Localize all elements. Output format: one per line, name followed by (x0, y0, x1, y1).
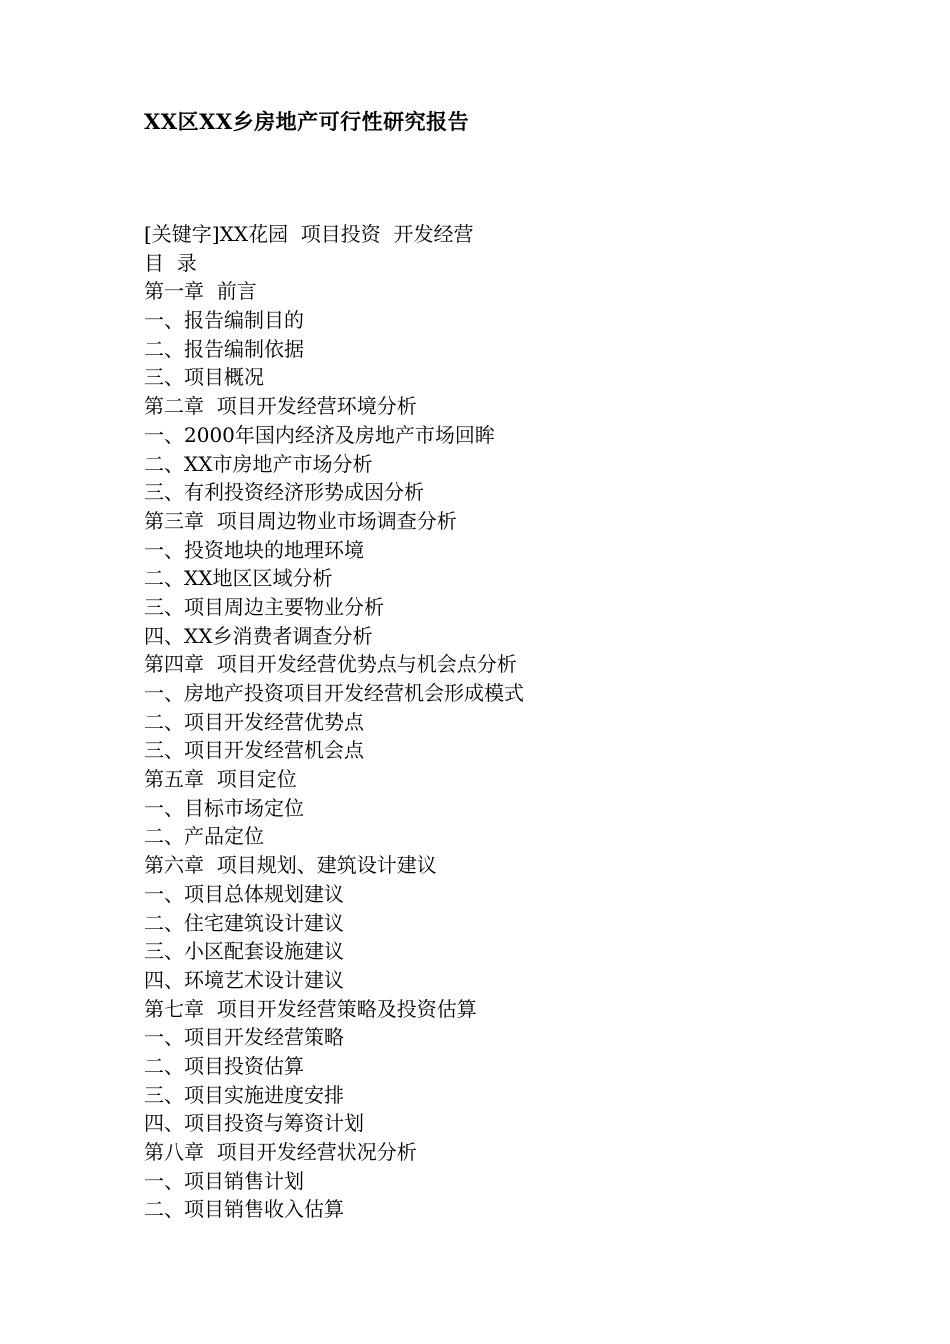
toc-chapter: 第四章 项目开发经营优势点与机会点分析 (144, 652, 517, 677)
toc-chapter: 第七章 项目开发经营策略及投资估算 (144, 996, 477, 1021)
toc-item: 三、项目实施进度安排 (144, 1082, 344, 1107)
toc-item: 一、2000年国内经济及房地产市场回眸 (144, 422, 495, 447)
toc-item: 二、报告编制依据 (144, 336, 304, 361)
toc-item: 二、项目投资估算 (144, 1053, 304, 1078)
toc-item: 一、项目开发经营策略 (144, 1025, 344, 1050)
toc-item: 四、环境艺术设计建议 (144, 967, 344, 992)
toc-item: 一、项目总体规划建议 (144, 881, 344, 906)
toc-chapter: 第五章 项目定位 (144, 767, 297, 792)
toc-item: 四、XX乡消费者调查分析 (144, 623, 373, 648)
toc-chapter: 第三章 项目周边物业市场调查分析 (144, 508, 457, 533)
table-of-contents (144, 277, 844, 1224)
toc-chapter: 第一章 前言 (144, 279, 257, 304)
toc-item: 三、项目概况 (144, 365, 264, 390)
toc-item: 一、投资地块的地理环境 (144, 537, 364, 562)
keywords-line: [关键字]XX花园 项目投资 开发经营 (144, 222, 474, 246)
toc-item: 三、项目开发经营机会点 (144, 738, 364, 763)
toc-chapter: 第二章 项目开发经营环境分析 (144, 394, 417, 419)
toc-item: 四、项目投资与筹资计划 (144, 1111, 364, 1136)
toc-chapter: 第八章 项目开发经营状况分析 (144, 1140, 417, 1164)
toc-item: 二、项目开发经营优势点 (144, 709, 364, 734)
toc-heading: 目 录 (144, 250, 197, 275)
toc-item: 三、项目周边主要物业分析 (144, 594, 384, 619)
toc-item: 三、小区配套设施建议 (144, 939, 344, 964)
toc-item: 二、住宅建筑设计建议 (144, 910, 344, 935)
toc-chapter: 第六章 项目规划、建筑设计建议 (144, 853, 437, 878)
toc-item: 二、XX地区区域分析 (144, 566, 333, 591)
toc-item: 一、项目销售计划 (144, 1168, 304, 1193)
toc-item: 二、项目销售收入估算 (144, 1197, 344, 1222)
toc-item: 二、产品定位 (144, 824, 264, 849)
toc-item: 一、目标市场定位 (144, 795, 304, 820)
toc-item: 一、房地产投资项目开发经营机会形成模式 (144, 681, 524, 705)
toc-item: 一、报告编制目的 (144, 308, 304, 333)
document-title: XX区XX乡房地产可行性研究报告 (144, 109, 470, 134)
toc-item: 二、XX市房地产市场分析 (144, 451, 373, 476)
toc-item: 三、有利投资经济形势成因分析 (144, 480, 424, 505)
document-body (144, 220, 844, 1224)
